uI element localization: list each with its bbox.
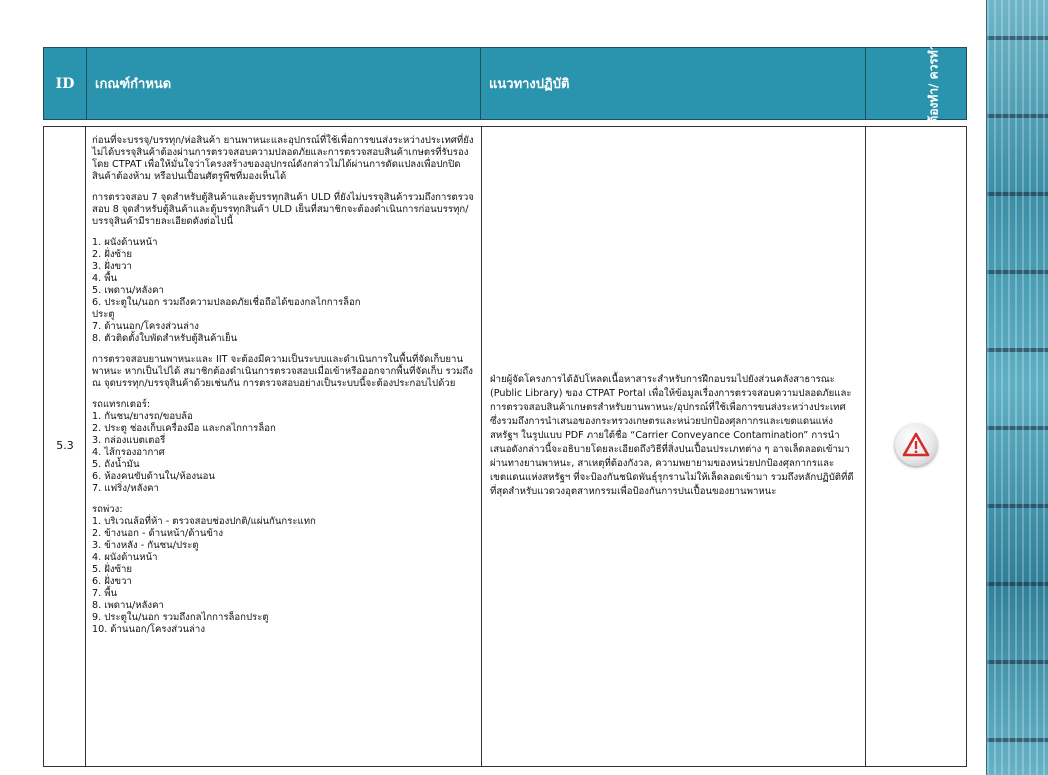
list-item: 1. ผนังด้านหน้า [92, 237, 158, 248]
header-must-should [866, 43, 966, 124]
header-guideline: แนวทางปฏิบัติ [481, 48, 865, 119]
list-item: 7. พื้น [92, 588, 118, 599]
list-item: ประตู [92, 309, 115, 320]
list-item: 3. ฝั่งขวา [92, 261, 132, 272]
tractor-title: รถแทรกเตอร์: [92, 399, 151, 410]
vehicle-intro: การตรวจสอบยานพาหนะและ IIT จะต้องมีความเป็นระบบและดำเนินการในพื้นที่จัดเก็บยานพาหนะ หากเป็นไปได้ สมาชิกต้องดำเนินการตรวจสอบเมื่อเข้าหรือออกจากพื้นที่จัดเก็บ รวมถึง ณ จุดบรรทุก/บรรจุสินค้าด้วยเช่นกัน การตรวจสอบอย่างเป็นระบบนี้จะต้องประกอบไปด้วย [92, 354, 473, 389]
list-item: 5. ถังน้ำมัน [92, 459, 140, 470]
list-item: 1. กันชน/ยางรถ/ขอบล้อ [92, 411, 193, 422]
decorative-container-strip [986, 0, 1048, 775]
list-item: 3. ข้างหลัง - กันชน/ประตู [92, 540, 199, 551]
cell-guideline [482, 127, 866, 766]
list-item: 3. กล่องแบตเตอรี่ [92, 435, 166, 446]
table-header [43, 43, 967, 124]
warning-triangle-glyph [902, 432, 930, 458]
criteria-text [92, 135, 477, 645]
list-item: 6. ห้องคนขับด้านใน/ห้องนอน [92, 471, 215, 482]
header-must-should-label: ต้องทำ/ ควรทำ [926, 43, 941, 124]
list-item: 7. ด้านนอก/โครงส่วนล่าง [92, 321, 199, 332]
seven-point-intro: การตรวจสอบ 7 จุดสำหรับตู้สินค้าและตู้บรรทุกสินค้า ULD ที่ยังไม่บรรจุสินค้ารวมถึงการตรวจสอบ 8 จุดสำหรับตู้สินค้าและตู้บรรทุกสินค้า ULD เย็นที่สมาชิกจะต้องดำเนินการก่อนบรรทุก/บรรจุสินค้ามีรายละเอียดดังต่อไปนี้ [92, 192, 474, 227]
trailer-list [92, 504, 477, 636]
header-id: ID [44, 48, 86, 119]
list-item: 4. ผนังด้านหน้า [92, 552, 158, 563]
trailer-title: รถพ่วง: [92, 504, 123, 515]
list-item: 5. เพดาน/หลังคา [92, 285, 164, 296]
warning-triangle-icon [895, 424, 937, 466]
list-item: 7. แฟริ่ง/หลังคา [92, 483, 159, 494]
list-item: 2. ประตู ช่องเก็บเครื่องมือ และกลไกการล็อก [92, 423, 276, 434]
list-item: 8. ตัวติดตั้งใบพัดสำหรับตู้สินค้าเย็น [92, 333, 238, 344]
cell-criteria [86, 127, 482, 766]
table-row [43, 126, 967, 767]
row-id: 5.3 [56, 439, 74, 452]
seven-point-list [92, 237, 477, 345]
list-item: 2. ฝั่งซ้าย [92, 249, 133, 260]
guideline-text: ฝ่ายผู้จัดโครงการได้อัปโหลดเนื้อหาสาระสำหรับการฝึกอบรมไปยังส่วนคลังสาธารณะ (Public Library) ของ CTPAT Portal เพื่อให้ข้อมูลเรื่องการตรวจสอบความปลอดภัยและการตรวจสอบสินค้าเกษตรสำหรับยานพาหนะ/อุปกรณ์ที่ใช้เพื่อการขนส่งระหว่างประเทศ ซึ่งรวมถึงการนำเสนอของกระทรวงเกษตรและหน่วยปกป้องศุลกากรและเขตแดนแห่งสหรัฐฯ ในรูปแบบ PDF ภายใต้ชื่อ “Carrier Conveyance Contamination” การนำเสนอดังกล่าวนี้จะอธิบายโดยละเอียดถึงวิธีที่สิ่งปนเปื้อนประเภทต่าง ๆ อาจเล็ดลอดเข้ามาผ่านทางยานพาหนะ, สาเหตุที่ต้องกังวล, ความพยายามของหน่วยปกป้องศุลกากรและเขตแดนแห่งสหรัฐฯ ที่จะป้องกันชนิดพันธุ์รุกรานไม่ให้เล็ดลอดเข้ามา รวมถึงหลักปฏิบัติที่ดีที่สุดสำหรับแวดวงอุตสาหกรรมเพื่อป้องกันการปนเปื้อนของยานพาหนะ [490, 374, 854, 497]
header-criteria: เกณฑ์กำหนด [87, 48, 480, 119]
list-item: 1. บริเวณล้อที่ห้า - ตรวจสอบช่องปกติ/แผ่นกันกระแทก [92, 516, 316, 527]
list-item: 6. ฝั่งขวา [92, 576, 132, 587]
list-item: 4. ไส้กรองอากาศ [92, 447, 165, 458]
list-item: 2. ข้างนอก - ด้านหน้า/ด้านข้าง [92, 528, 224, 539]
list-item: 10. ด้านนอก/โครงส่วนล่าง [92, 624, 206, 635]
cell-id [44, 127, 86, 766]
list-item: 6. ประตูใน/นอก รวมถึงความปลอดภัยเชื่อถือได้ของกลไกการล็อก [92, 297, 361, 308]
list-item: 9. ประตูใน/นอก รวมถึงกลไกการล็อกประตู [92, 612, 269, 623]
list-item: 4. พื้น [92, 273, 118, 284]
list-item: 5. ฝั่งซ้าย [92, 564, 133, 575]
list-item: 8. เพดาน/หลังคา [92, 600, 164, 611]
tractor-list [92, 399, 477, 495]
criteria-intro: ก่อนที่จะบรรจุ/บรรทุก/ห่อสินค้า ยานพาหนะและอุปกรณ์ที่ใช้เพื่อการขนส่งระหว่างประเทศที่ยังไม่ได้บรรจุสินค้าต้องผ่านการตรวจสอบความปลอดภัยและการตรวจสอบสินค้าเกษตรที่รับรองโดย CTPAT เพื่อให้มั่นใจว่าโครงสร้างของอุปกรณ์ดังกล่าวไม่ได้ผ่านการดัดแปลงเพื่อปกปิดสินค้าต้องห้าม หรือปนเปื้อนศัตรูพืชที่มองเห็นได้ [92, 135, 474, 182]
cell-must-should [866, 127, 966, 766]
